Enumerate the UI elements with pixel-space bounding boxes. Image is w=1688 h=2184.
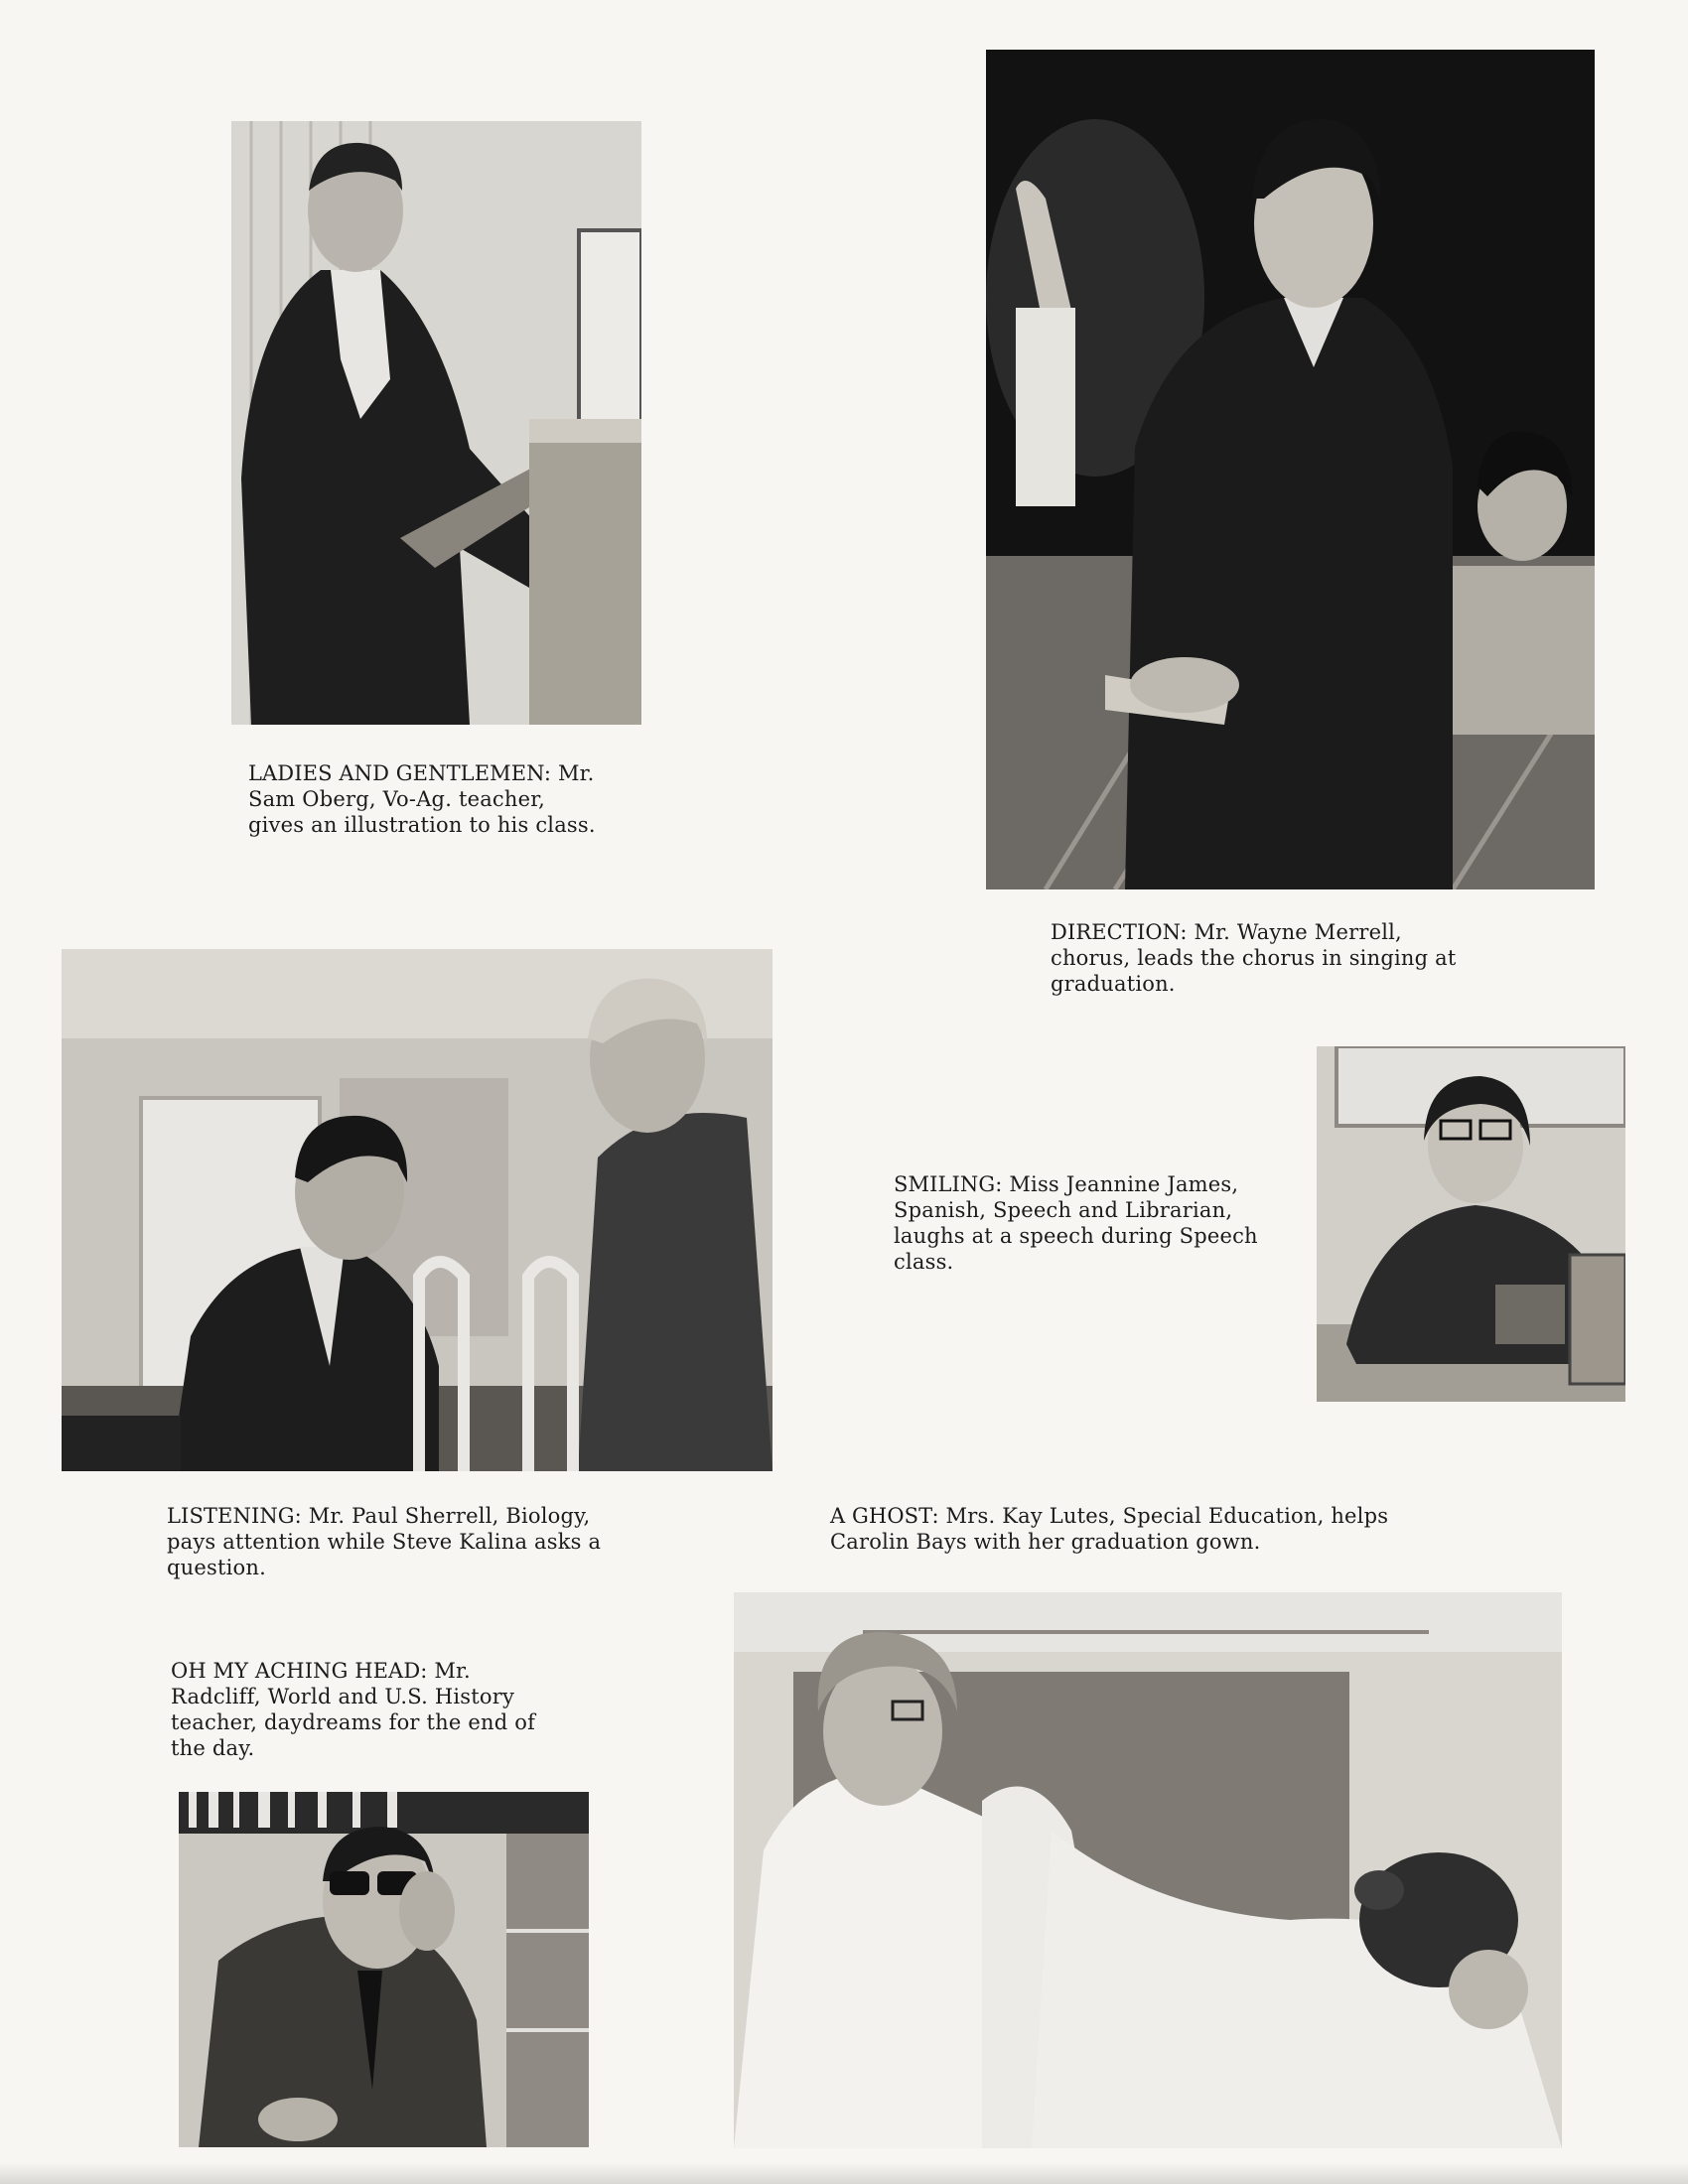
caption-james-lead: SMILING: <box>894 1172 1003 1196</box>
caption-sherrell-text: Mr. Paul Sherrell, Biology, pays attention while Steve Kalina asks a question. <box>167 1504 602 1579</box>
caption-merrell-lead: DIRECTION: <box>1051 920 1188 944</box>
caption-james-text: Miss Jeannine James, Spanish, Speech and Librarian, laughs at a speech during Speech class. <box>894 1172 1258 1274</box>
photo-biology-classroom <box>62 949 773 1471</box>
caption-sherrell-lead: LISTENING: <box>167 1504 302 1528</box>
caption-radcliff-lead: OH MY ACHING HEAD: <box>171 1659 428 1683</box>
caption-merrell <box>1051 919 1567 997</box>
page-bottom-edge <box>0 2162 1688 2184</box>
caption-lutes-lead: A GHOST: <box>830 1504 939 1528</box>
photo-librarian-laughing <box>1317 1046 1625 1402</box>
photo-chorus-director <box>986 50 1595 889</box>
caption-sherrell <box>167 1503 683 1580</box>
caption-oberg-text: Mr. Sam Oberg, Vo-Ag. teacher, gives an illustration to his class. <box>248 761 596 837</box>
caption-lutes <box>830 1503 1466 1555</box>
caption-oberg <box>248 760 685 838</box>
photo-history-teacher-daydreaming <box>179 1792 589 2147</box>
photo-teacher-at-podium <box>231 121 641 725</box>
caption-james <box>894 1171 1311 1275</box>
caption-radcliff <box>171 1658 608 1761</box>
photo-graduation-gown-fitting <box>734 1592 1562 2148</box>
caption-lutes-text: Mrs. Kay Lutes, Special Education, helps Carolin Bays with her graduation gown. <box>830 1504 1389 1554</box>
caption-oberg-lead: LADIES AND GENTLEMEN: <box>248 761 552 785</box>
caption-radcliff-text: Mr. Radcliff, World and U.S. History teacher, daydreams for the end of the day. <box>171 1659 536 1760</box>
caption-merrell-text: Mr. Wayne Merrell, chorus, leads the chorus in singing at graduation. <box>1051 920 1457 996</box>
